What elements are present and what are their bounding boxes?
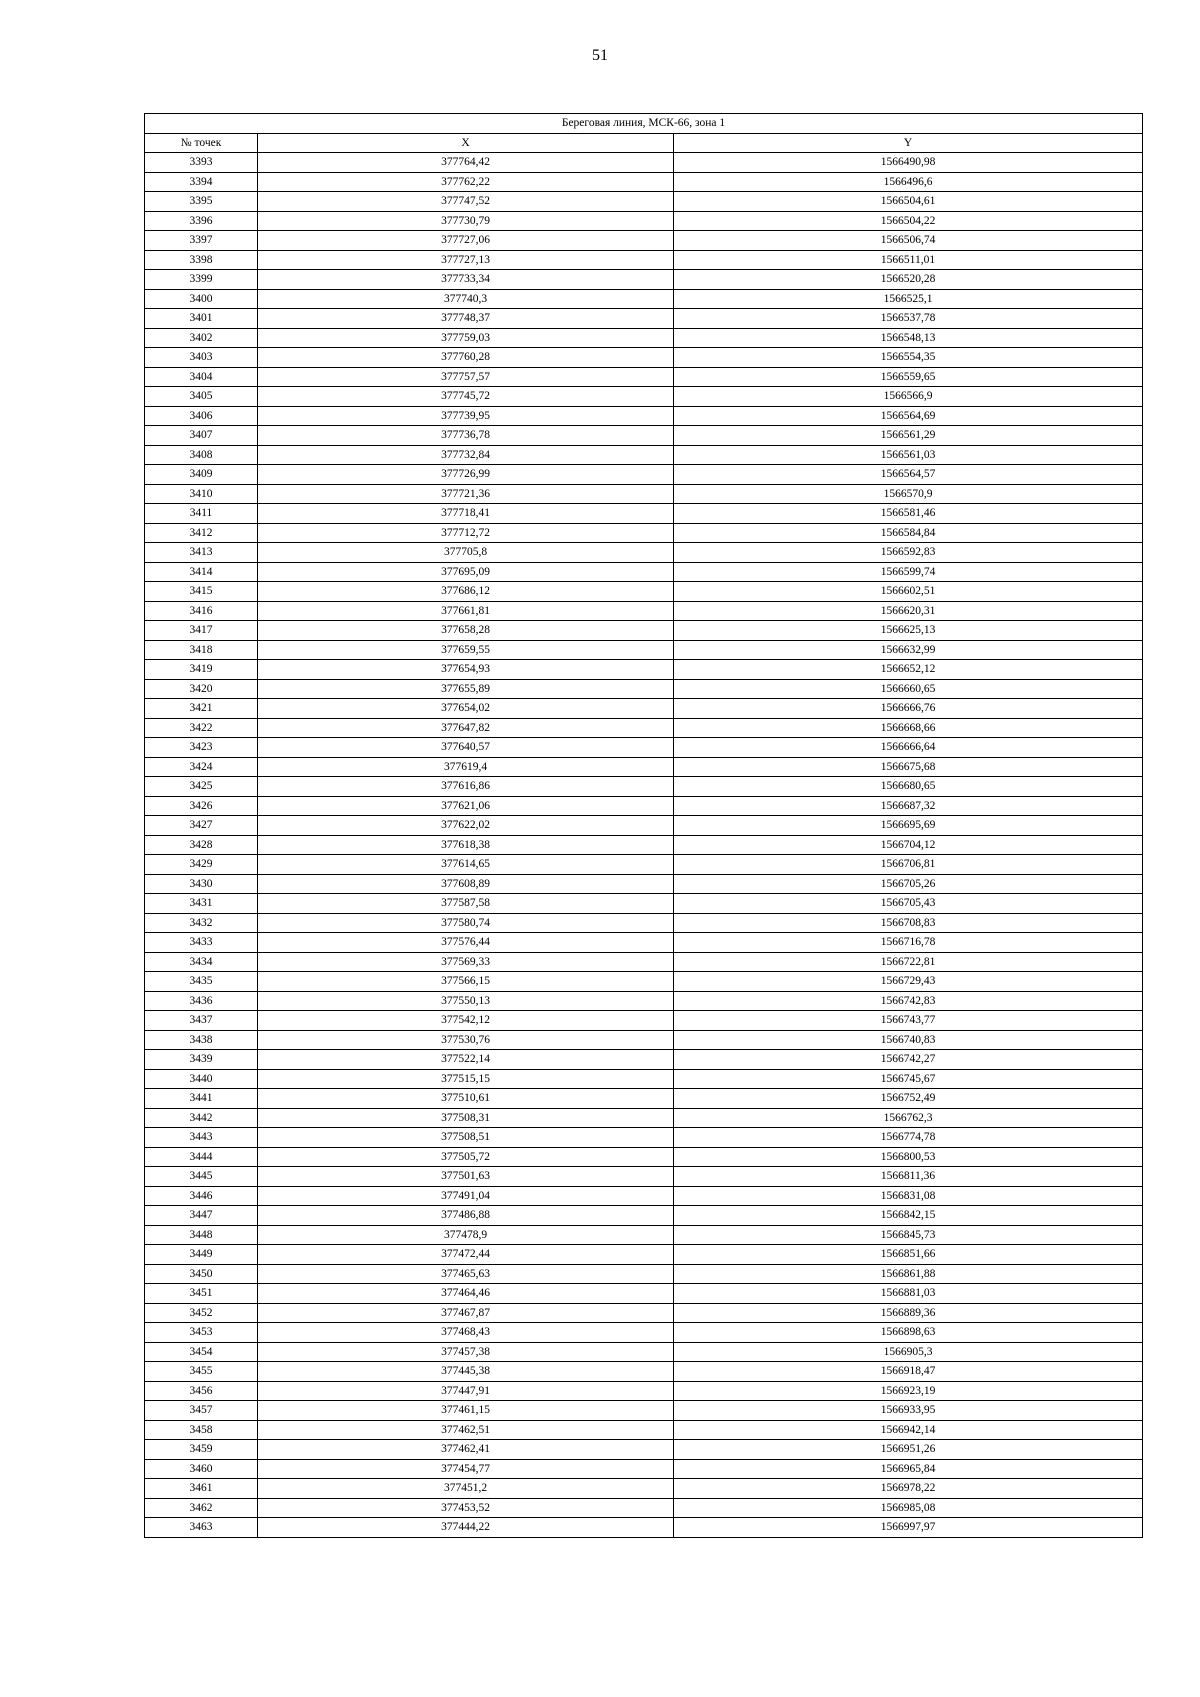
cell-point-number: 3421	[145, 699, 258, 719]
cell-x: 377622,02	[258, 816, 674, 836]
table-header-row	[145, 133, 1143, 153]
table-row	[145, 952, 1143, 972]
table-row	[145, 699, 1143, 719]
cell-y: 1566706,81	[674, 855, 1143, 875]
cell-point-number: 3461	[145, 1479, 258, 1499]
table-title-row	[145, 114, 1143, 134]
cell-point-number: 3422	[145, 718, 258, 738]
cell-point-number: 3451	[145, 1284, 258, 1304]
table-row	[145, 426, 1143, 446]
table-row	[145, 211, 1143, 231]
cell-x: 377468,43	[258, 1323, 674, 1343]
cell-point-number: 3431	[145, 894, 258, 914]
cell-x: 377757,57	[258, 367, 674, 387]
cell-y: 1566752,49	[674, 1089, 1143, 1109]
table-row	[145, 543, 1143, 563]
cell-y: 1566564,57	[674, 465, 1143, 485]
cell-x: 377745,72	[258, 387, 674, 407]
table-row	[145, 874, 1143, 894]
cell-x: 377508,51	[258, 1128, 674, 1148]
cell-point-number: 3443	[145, 1128, 258, 1148]
table-row	[145, 562, 1143, 582]
cell-point-number: 3411	[145, 504, 258, 524]
cell-y: 1566861,88	[674, 1264, 1143, 1284]
cell-point-number: 3438	[145, 1030, 258, 1050]
cell-point-number: 3398	[145, 250, 258, 270]
table-row	[145, 387, 1143, 407]
cell-point-number: 3444	[145, 1147, 258, 1167]
cell-x: 377522,14	[258, 1050, 674, 1070]
cell-y: 1566965,84	[674, 1459, 1143, 1479]
cell-point-number: 3450	[145, 1264, 258, 1284]
cell-point-number: 3445	[145, 1167, 258, 1187]
table-row	[145, 367, 1143, 387]
table-row	[145, 913, 1143, 933]
table-row	[145, 445, 1143, 465]
cell-point-number: 3448	[145, 1225, 258, 1245]
cell-y: 1566845,73	[674, 1225, 1143, 1245]
cell-y: 1566762,3	[674, 1108, 1143, 1128]
cell-x: 377739,95	[258, 406, 674, 426]
cell-y: 1566743,77	[674, 1011, 1143, 1031]
cell-point-number: 3409	[145, 465, 258, 485]
table-row	[145, 309, 1143, 329]
column-header-x: X	[258, 133, 674, 153]
cell-x: 377467,87	[258, 1303, 674, 1323]
cell-y: 1566566,9	[674, 387, 1143, 407]
table-row	[145, 1479, 1143, 1499]
cell-point-number: 3463	[145, 1518, 258, 1538]
cell-y: 1566602,51	[674, 582, 1143, 602]
page-number: 51	[592, 47, 608, 64]
table-row	[145, 153, 1143, 173]
cell-x: 377705,8	[258, 543, 674, 563]
cell-x: 377587,58	[258, 894, 674, 914]
cell-x: 377762,22	[258, 172, 674, 192]
cell-x: 377730,79	[258, 211, 674, 231]
cell-point-number: 3452	[145, 1303, 258, 1323]
table-row	[145, 601, 1143, 621]
table-row	[145, 1167, 1143, 1187]
cell-y: 1566774,78	[674, 1128, 1143, 1148]
table-row	[145, 1011, 1143, 1031]
cell-y: 1566704,12	[674, 835, 1143, 855]
cell-x: 377747,52	[258, 192, 674, 212]
cell-point-number: 3456	[145, 1381, 258, 1401]
cell-x: 377658,28	[258, 621, 674, 641]
cell-y: 1566985,08	[674, 1498, 1143, 1518]
cell-y: 1566570,9	[674, 484, 1143, 504]
cell-y: 1566933,95	[674, 1401, 1143, 1421]
cell-point-number: 3414	[145, 562, 258, 582]
cell-point-number: 3439	[145, 1050, 258, 1070]
cell-y: 1566625,13	[674, 621, 1143, 641]
table-row	[145, 1401, 1143, 1421]
cell-point-number: 3407	[145, 426, 258, 446]
cell-x: 377462,51	[258, 1420, 674, 1440]
table-row	[145, 1362, 1143, 1382]
cell-x: 377640,57	[258, 738, 674, 758]
cell-point-number: 3416	[145, 601, 258, 621]
cell-x: 377619,4	[258, 757, 674, 777]
cell-point-number: 3406	[145, 406, 258, 426]
table-row	[145, 1225, 1143, 1245]
cell-point-number: 3397	[145, 231, 258, 251]
cell-x: 377580,74	[258, 913, 674, 933]
cell-point-number: 3420	[145, 679, 258, 699]
cell-y: 1566680,65	[674, 777, 1143, 797]
table-row	[145, 1498, 1143, 1518]
cell-y: 1566923,19	[674, 1381, 1143, 1401]
table-title: Береговая линия, МСК-66, зона 1	[145, 114, 1143, 134]
cell-x: 377733,34	[258, 270, 674, 290]
cell-point-number: 3441	[145, 1089, 258, 1109]
cell-point-number: 3457	[145, 1401, 258, 1421]
table-row	[145, 1050, 1143, 1070]
cell-x: 377712,72	[258, 523, 674, 543]
cell-point-number: 3393	[145, 153, 258, 173]
cell-x: 377618,38	[258, 835, 674, 855]
cell-point-number: 3394	[145, 172, 258, 192]
cell-x: 377759,03	[258, 328, 674, 348]
cell-x: 377550,13	[258, 991, 674, 1011]
cell-x: 377453,52	[258, 1498, 674, 1518]
cell-y: 1566652,12	[674, 660, 1143, 680]
table-row	[145, 1245, 1143, 1265]
cell-point-number: 3415	[145, 582, 258, 602]
cell-x: 377478,9	[258, 1225, 674, 1245]
table-row	[145, 1342, 1143, 1362]
cell-x: 377491,04	[258, 1186, 674, 1206]
table-row	[145, 757, 1143, 777]
table-body	[145, 153, 1143, 1538]
cell-point-number: 3426	[145, 796, 258, 816]
cell-point-number: 3460	[145, 1459, 258, 1479]
cell-point-number: 3428	[145, 835, 258, 855]
cell-x: 377451,2	[258, 1479, 674, 1499]
cell-point-number: 3410	[145, 484, 258, 504]
cell-y: 1566811,36	[674, 1167, 1143, 1187]
cell-y: 1566997,97	[674, 1518, 1143, 1538]
table-row	[145, 328, 1143, 348]
table-row	[145, 991, 1143, 1011]
cell-x: 377718,41	[258, 504, 674, 524]
table-row	[145, 1284, 1143, 1304]
cell-y: 1566705,43	[674, 894, 1143, 914]
cell-point-number: 3412	[145, 523, 258, 543]
cell-x: 377732,84	[258, 445, 674, 465]
cell-x: 377461,15	[258, 1401, 674, 1421]
cell-y: 1566705,26	[674, 874, 1143, 894]
cell-x: 377566,15	[258, 972, 674, 992]
cell-point-number: 3440	[145, 1069, 258, 1089]
cell-x: 377655,89	[258, 679, 674, 699]
cell-x: 377621,06	[258, 796, 674, 816]
table-row	[145, 1440, 1143, 1460]
cell-y: 1566675,68	[674, 757, 1143, 777]
table-row	[145, 1264, 1143, 1284]
cell-y: 1566511,01	[674, 250, 1143, 270]
cell-x: 377748,37	[258, 309, 674, 329]
cell-x: 377530,76	[258, 1030, 674, 1050]
table-row	[145, 1089, 1143, 1109]
cell-y: 1566800,53	[674, 1147, 1143, 1167]
cell-x: 377505,72	[258, 1147, 674, 1167]
cell-point-number: 3408	[145, 445, 258, 465]
cell-x: 377736,78	[258, 426, 674, 446]
table-row	[145, 933, 1143, 953]
cell-y: 1566592,83	[674, 543, 1143, 563]
cell-point-number: 3459	[145, 1440, 258, 1460]
cell-y: 1566742,27	[674, 1050, 1143, 1070]
cell-point-number: 3442	[145, 1108, 258, 1128]
cell-point-number: 3404	[145, 367, 258, 387]
cell-y: 1566581,46	[674, 504, 1143, 524]
table-row	[145, 816, 1143, 836]
cell-y: 1566740,83	[674, 1030, 1143, 1050]
table-row	[145, 1030, 1143, 1050]
cell-x: 377454,77	[258, 1459, 674, 1479]
cell-y: 1566520,28	[674, 270, 1143, 290]
cell-y: 1566561,29	[674, 426, 1143, 446]
table-row	[145, 660, 1143, 680]
cell-y: 1566951,26	[674, 1440, 1143, 1460]
cell-point-number: 3396	[145, 211, 258, 231]
cell-y: 1566889,36	[674, 1303, 1143, 1323]
cell-point-number: 3400	[145, 289, 258, 309]
cell-x: 377457,38	[258, 1342, 674, 1362]
cell-x: 377614,65	[258, 855, 674, 875]
cell-x: 377721,36	[258, 484, 674, 504]
cell-point-number: 3399	[145, 270, 258, 290]
cell-point-number: 3418	[145, 640, 258, 660]
cell-y: 1566548,13	[674, 328, 1143, 348]
cell-y: 1566506,74	[674, 231, 1143, 251]
cell-y: 1566708,83	[674, 913, 1143, 933]
cell-x: 377542,12	[258, 1011, 674, 1031]
cell-x: 377515,15	[258, 1069, 674, 1089]
table-row	[145, 231, 1143, 251]
cell-x: 377727,06	[258, 231, 674, 251]
cell-y: 1566666,64	[674, 738, 1143, 758]
cell-x: 377616,86	[258, 777, 674, 797]
cell-x: 377659,55	[258, 640, 674, 660]
coordinates-table	[144, 113, 1143, 1538]
cell-x: 377726,99	[258, 465, 674, 485]
cell-y: 1566918,47	[674, 1362, 1143, 1382]
cell-point-number: 3403	[145, 348, 258, 368]
cell-y: 1566742,83	[674, 991, 1143, 1011]
column-header-point-number: № точек	[145, 133, 258, 153]
cell-point-number: 3437	[145, 1011, 258, 1031]
table-row	[145, 679, 1143, 699]
cell-point-number: 3449	[145, 1245, 258, 1265]
cell-point-number: 3454	[145, 1342, 258, 1362]
cell-point-number: 3432	[145, 913, 258, 933]
cell-x: 377661,81	[258, 601, 674, 621]
cell-point-number: 3402	[145, 328, 258, 348]
column-header-y: Y	[674, 133, 1143, 153]
cell-x: 377686,12	[258, 582, 674, 602]
cell-x: 377501,63	[258, 1167, 674, 1187]
table-row	[145, 738, 1143, 758]
cell-y: 1566942,14	[674, 1420, 1143, 1440]
table-row	[145, 1420, 1143, 1440]
cell-y: 1566851,66	[674, 1245, 1143, 1265]
cell-y: 1566666,76	[674, 699, 1143, 719]
cell-y: 1566525,1	[674, 289, 1143, 309]
cell-y: 1566831,08	[674, 1186, 1143, 1206]
table-row	[145, 484, 1143, 504]
cell-point-number: 3401	[145, 309, 258, 329]
cell-y: 1566660,65	[674, 679, 1143, 699]
table-row	[145, 192, 1143, 212]
table-row	[145, 289, 1143, 309]
table-row	[145, 1206, 1143, 1226]
table-row	[145, 972, 1143, 992]
cell-x: 377465,63	[258, 1264, 674, 1284]
cell-y: 1566561,03	[674, 445, 1143, 465]
table-row	[145, 523, 1143, 543]
table-row	[145, 796, 1143, 816]
cell-y: 1566695,69	[674, 816, 1143, 836]
cell-x: 377740,3	[258, 289, 674, 309]
table-row	[145, 1459, 1143, 1479]
cell-y: 1566729,43	[674, 972, 1143, 992]
table-row	[145, 1128, 1143, 1148]
table-row	[145, 1303, 1143, 1323]
cell-x: 377727,13	[258, 250, 674, 270]
table-row	[145, 640, 1143, 660]
table-row	[145, 1069, 1143, 1089]
cell-x: 377764,42	[258, 153, 674, 173]
cell-y: 1566668,66	[674, 718, 1143, 738]
cell-x: 377695,09	[258, 562, 674, 582]
cell-x: 377647,82	[258, 718, 674, 738]
cell-point-number: 3405	[145, 387, 258, 407]
cell-point-number: 3413	[145, 543, 258, 563]
table-row	[145, 1518, 1143, 1538]
cell-y: 1566620,31	[674, 601, 1143, 621]
cell-x: 377462,41	[258, 1440, 674, 1460]
table-row	[145, 621, 1143, 641]
cell-point-number: 3458	[145, 1420, 258, 1440]
table-row	[145, 894, 1143, 914]
table-row	[145, 1108, 1143, 1128]
cell-x: 377760,28	[258, 348, 674, 368]
table-row	[145, 835, 1143, 855]
cell-y: 1566722,81	[674, 952, 1143, 972]
cell-point-number: 3435	[145, 972, 258, 992]
cell-y: 1566490,98	[674, 153, 1143, 173]
cell-y: 1566599,74	[674, 562, 1143, 582]
cell-point-number: 3423	[145, 738, 258, 758]
cell-x: 377445,38	[258, 1362, 674, 1382]
cell-point-number: 3429	[145, 855, 258, 875]
cell-x: 377569,33	[258, 952, 674, 972]
cell-y: 1566978,22	[674, 1479, 1143, 1499]
table-row	[145, 172, 1143, 192]
table-row	[145, 348, 1143, 368]
table-row	[145, 1147, 1143, 1167]
cell-y: 1566687,32	[674, 796, 1143, 816]
cell-point-number: 3430	[145, 874, 258, 894]
cell-y: 1566632,99	[674, 640, 1143, 660]
table-row	[145, 582, 1143, 602]
cell-x: 377654,93	[258, 660, 674, 680]
table-row	[145, 777, 1143, 797]
cell-x: 377447,91	[258, 1381, 674, 1401]
table-row	[145, 718, 1143, 738]
cell-y: 1566842,15	[674, 1206, 1143, 1226]
cell-y: 1566554,35	[674, 348, 1143, 368]
cell-x: 377654,02	[258, 699, 674, 719]
cell-y: 1566716,78	[674, 933, 1143, 953]
cell-point-number: 3427	[145, 816, 258, 836]
cell-point-number: 3434	[145, 952, 258, 972]
cell-point-number: 3447	[145, 1206, 258, 1226]
cell-y: 1566496,6	[674, 172, 1143, 192]
cell-x: 377444,22	[258, 1518, 674, 1538]
cell-y: 1566584,84	[674, 523, 1143, 543]
cell-point-number: 3425	[145, 777, 258, 797]
cell-x: 377510,61	[258, 1089, 674, 1109]
cell-y: 1566745,67	[674, 1069, 1143, 1089]
table-row	[145, 1186, 1143, 1206]
cell-point-number: 3419	[145, 660, 258, 680]
table-row	[145, 1381, 1143, 1401]
cell-point-number: 3455	[145, 1362, 258, 1382]
cell-x: 377464,46	[258, 1284, 674, 1304]
cell-x: 377508,31	[258, 1108, 674, 1128]
table-row	[145, 1323, 1143, 1343]
table-row	[145, 855, 1143, 875]
cell-x: 377576,44	[258, 933, 674, 953]
cell-x: 377608,89	[258, 874, 674, 894]
table-row	[145, 270, 1143, 290]
cell-y: 1566504,61	[674, 192, 1143, 212]
cell-y: 1566564,69	[674, 406, 1143, 426]
cell-point-number: 3395	[145, 192, 258, 212]
cell-y: 1566905,3	[674, 1342, 1143, 1362]
cell-x: 377472,44	[258, 1245, 674, 1265]
table-row	[145, 250, 1143, 270]
cell-point-number: 3446	[145, 1186, 258, 1206]
table-row	[145, 406, 1143, 426]
cell-point-number: 3436	[145, 991, 258, 1011]
cell-y: 1566559,65	[674, 367, 1143, 387]
table-row	[145, 504, 1143, 524]
cell-point-number: 3462	[145, 1498, 258, 1518]
cell-point-number: 3417	[145, 621, 258, 641]
cell-point-number: 3453	[145, 1323, 258, 1343]
cell-y: 1566881,03	[674, 1284, 1143, 1304]
cell-y: 1566537,78	[674, 309, 1143, 329]
cell-point-number: 3433	[145, 933, 258, 953]
table-row	[145, 465, 1143, 485]
cell-point-number: 3424	[145, 757, 258, 777]
cell-x: 377486,88	[258, 1206, 674, 1226]
cell-y: 1566898,63	[674, 1323, 1143, 1343]
cell-y: 1566504,22	[674, 211, 1143, 231]
